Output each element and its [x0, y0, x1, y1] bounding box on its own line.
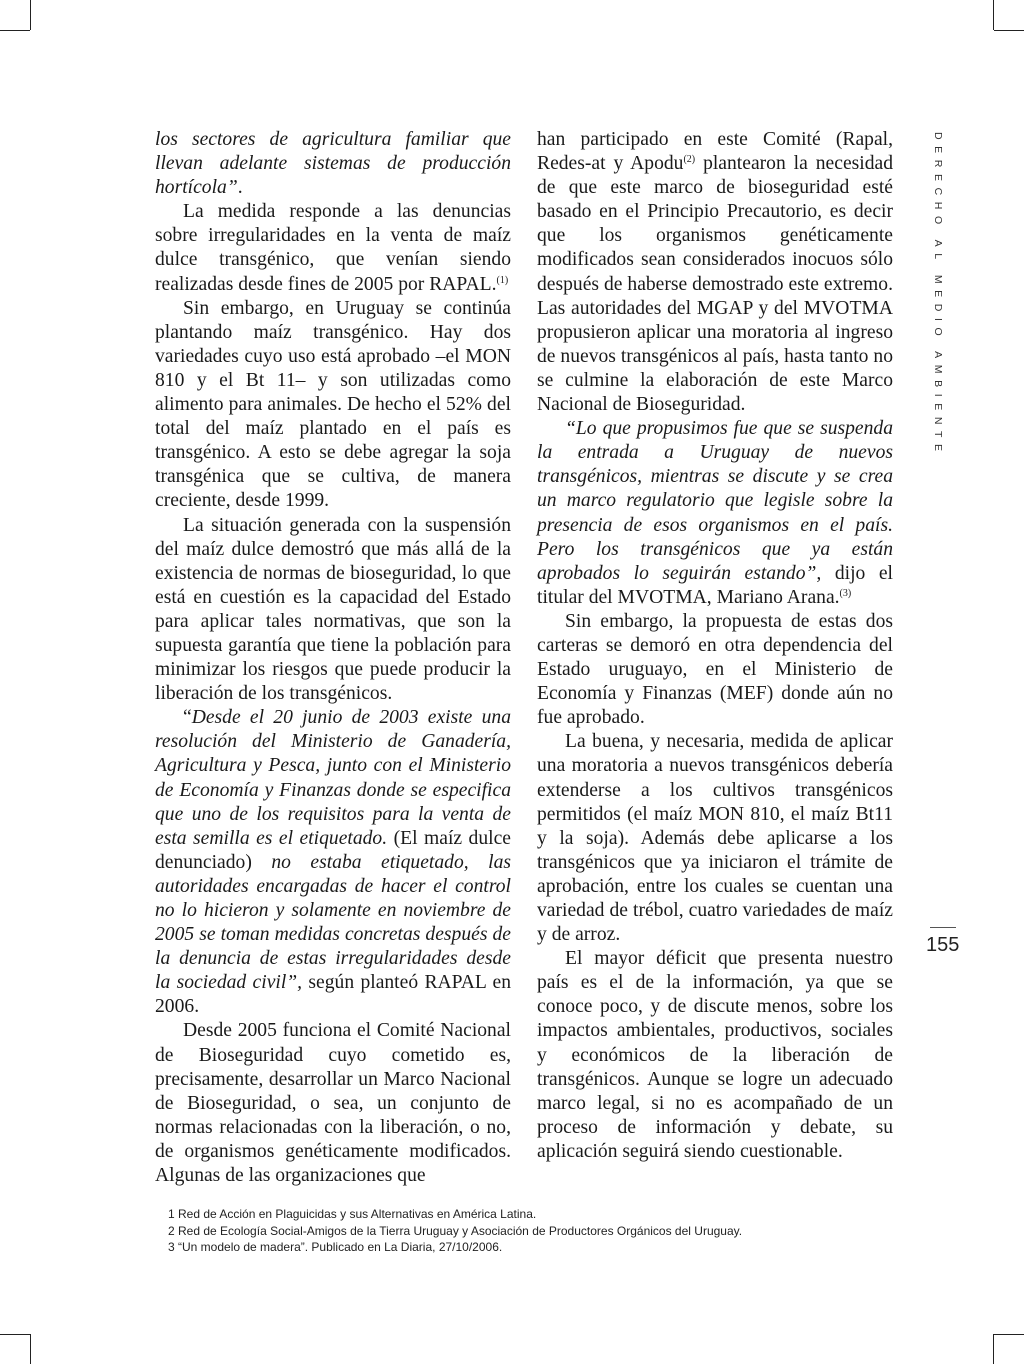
paragraph	[155, 706, 511, 1019]
page-number-rule	[930, 927, 956, 928]
crop-mark-top-right	[994, 30, 1024, 31]
paragraph	[537, 417, 893, 610]
paragraph-text: .	[237, 177, 243, 199]
quote-text: Desde el 20 junio de 2003 existe una resolución del Ministerio de Ganadería, Agricultura y Pesca, junto con el Ministerio de Economía y Finanzas donde se especifica que uno de los requisitos para la venta de esta semilla es el etiquetado.	[155, 707, 511, 849]
footnote-ref: (3)	[839, 587, 852, 599]
quote-text: no estaba etiquetado, las autoridades encargadas de hacer el control no lo hicieron y solamente en noviembre de 2005 se toman medidas concretas después de la denuncia de estas irregularidades desde la sociedad civil”,	[155, 851, 511, 994]
footnote: 1 Red de Acción en Plaguicidas y sus Alternativas en América Latina.	[168, 1207, 537, 1221]
quote-text: “Lo que propusimos fue que se suspenda la entrada a Uruguay de nuevos transgénicos, mientras se discute y se crea un marco regulatorio que legisle sobre la presencia de esos organismos en el país. Pero los transgénicos que ya están aprobados lo seguirán estando”,	[537, 418, 893, 584]
crop-mark-bottom-left	[0, 1334, 30, 1335]
paragraph-text: han participado en este Comité (Rapal, Redes-at y Apodu	[537, 129, 893, 175]
crop-mark-bottom-right	[994, 1334, 1024, 1335]
paragraph: Sin embargo, la propuesta de estas dos carteras se demoró en otra dependencia del Estado uruguayo, en el Ministerio de Economía y Finanzas (MEF) donde aún no fue aprobado.	[537, 610, 893, 729]
crop-mark-top-right	[993, 0, 994, 30]
crop-mark-bottom-left	[30, 1334, 31, 1364]
quote-text: los sectores de agricultura familiar que llevan adelante sistemas de producción hortícola”	[155, 129, 511, 199]
footnote: 2 Red de Ecología Social-Amigos de la Tierra Uruguay y Asociación de Productores Orgánicos del Uruguay.	[168, 1223, 743, 1238]
footnote-ref: (2)	[683, 154, 696, 166]
paragraph	[155, 128, 511, 200]
paragraph: La buena, y necesaria, medida de aplicar una moratoria a nuevos transgénicos debería extenderse a los cultivos transgénicos permitidos (el maíz MON 810, el maíz Bt11 y la soja). Además debe aplicarse a los transgénicos que ya iniciaron el trámite de aprobación, entre los cuales se cuentan una variedad de trébol, cuatro variedades de maíz y de arroz.	[537, 731, 893, 946]
paragraph-text: dijo el titular del MVOTMA, Mariano Arana.	[537, 562, 893, 608]
footnotes	[168, 1206, 928, 1256]
paragraph-text: según planteó RAPAL en 2006.	[155, 972, 511, 1018]
paragraph	[537, 128, 893, 417]
quote-mark: “	[183, 707, 192, 729]
paragraph: Sin embargo, en Uruguay se continúa plantando maíz transgénico. Hay dos variedades cuyo uso está aprobado –el MON 810 y el Bt 11– y son utilizadas como alimento para animales. De hecho el 52% del total del maíz plantado en el país es transgénico. A esto se debe agregar la soja transgénica que se cultiva, de manera creciente, desde 1999.	[155, 297, 511, 512]
paragraph-text: plantearon la necesidad de que este marco de bioseguridad esté basado en el Principio Precautorio, es decir que los organismos genéticamente modificados sean considerados inocuos sólo después de haberse demostrado este extremo. Las autoridades del MGAP y del MVOTMA propusieron aplicar una moratoria al ingreso de nuevos transgénicos al país, hasta tanto no se culmine la elaboración de este Marco Nacional de Bioseguridad.	[537, 153, 893, 416]
paragraph: Desde 2005 funciona el Comité Nacional de Bioseguridad cuyo cometido es, precisamente, desarrollar un Marco Nacional de Bioseguridad, o sea, un conjunto de normas relacionadas con la liberación, o no, de organismos genéticamente modificados. Algunas de las organizaciones que	[155, 1020, 511, 1187]
running-head: DERECHO AL MEDIO AMBIENTE	[932, 132, 944, 458]
left-column	[155, 128, 511, 1188]
paragraph	[155, 200, 511, 296]
paragraph: El mayor déficit que presenta nuestro país es el de la información, ya que se conoce poco, y de discute menos, sobre los impactos ambientales, productivos, sociales y económicos de la liberación de transgénicos. Aunque se logre un adecuado marco legal, si no es acompañado de un proceso de información y debate, su aplicación seguirá siendo cuestionable.	[537, 948, 893, 1162]
crop-mark-bottom-right	[993, 1334, 994, 1364]
crop-mark-top-left	[30, 0, 31, 30]
paragraph: La situación generada con la suspensión del maíz dulce demostró que más allá de la existencia de normas de bioseguridad, lo que está en cuestión es la capacidad del Estado para aplicar tales normativas, que son la supuesta garantía que tiene la población para minimizar los riesgos que puede producir la liberación de los transgénicos.	[155, 514, 511, 705]
footnote-ref: (1)	[496, 274, 509, 286]
page-number: 155	[926, 934, 960, 956]
paragraph-text: La medida responde a las denuncias sobre irregularidades en la venta de maíz dulce transgénico, que venían siendo realizadas desde fines de 2005 por RAPAL.	[155, 201, 511, 295]
paragraph-text: (El maíz dulce denunciado)	[155, 827, 511, 873]
right-column	[537, 128, 893, 1164]
footnote: 3 “Un modelo de madera”. Publicado en La Diaria, 27/10/2006.	[168, 1240, 503, 1254]
crop-mark-top-left	[0, 30, 30, 31]
